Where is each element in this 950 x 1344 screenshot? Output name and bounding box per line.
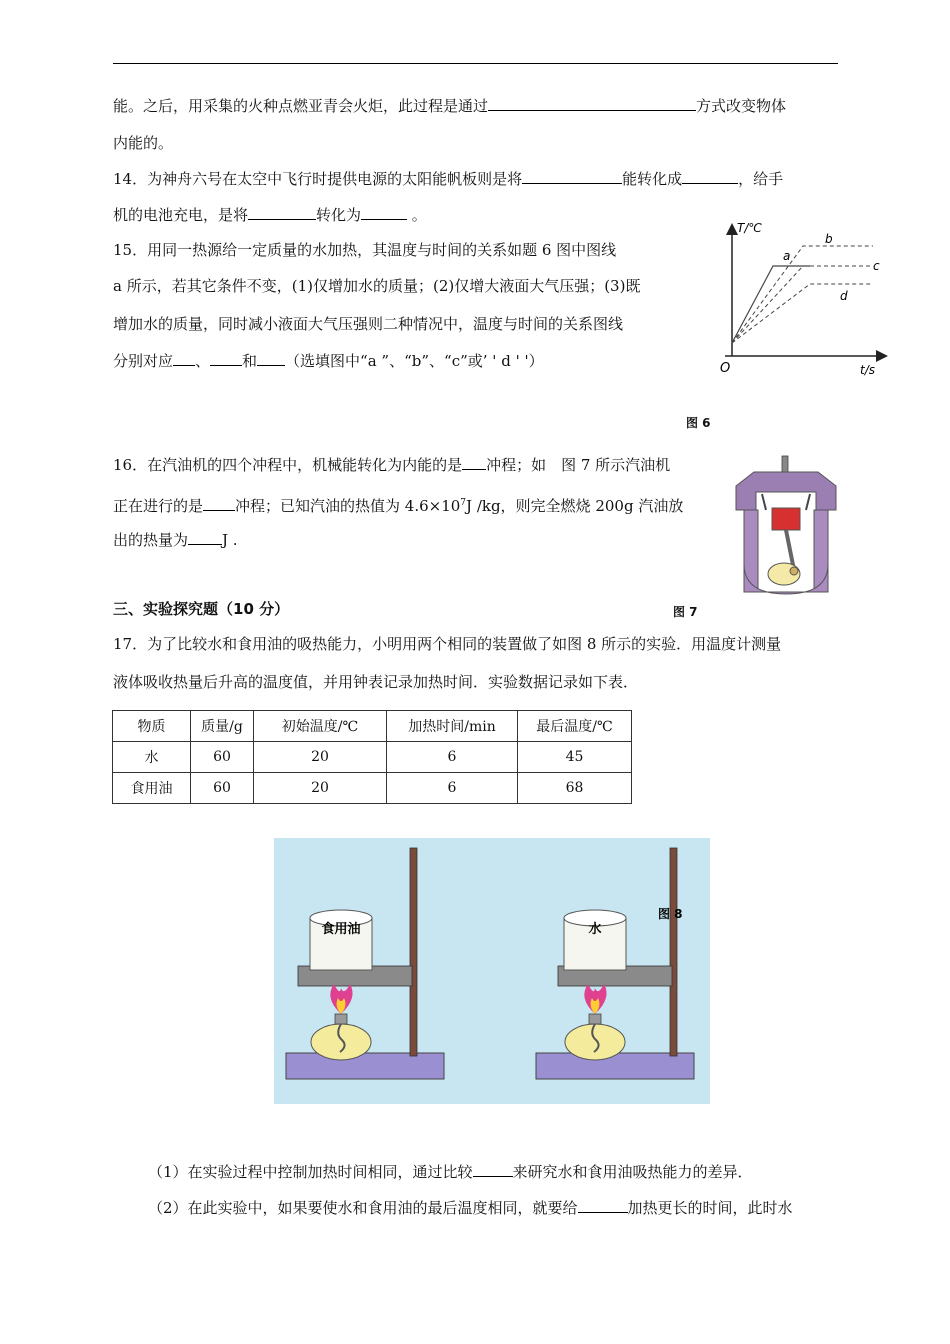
question-17-line-2 bbox=[113, 672, 638, 692]
text: 。 bbox=[407, 206, 427, 224]
stand-rod bbox=[670, 848, 677, 1056]
curve-label-c: c bbox=[873, 259, 880, 273]
figure-8-apparatus bbox=[274, 838, 710, 1104]
text: 出的热量为 bbox=[113, 531, 189, 549]
table-cell: 食用油 bbox=[113, 773, 191, 804]
lamp-neck bbox=[589, 1014, 601, 1024]
table-cell: 20 bbox=[254, 773, 387, 804]
text: 16．在汽油机的四个冲程中，机械能转化为内能的是 bbox=[113, 456, 463, 474]
water-label: 水 bbox=[588, 922, 602, 937]
text: a 所示，若其它条件不变，(1)仅增加水的质量；(2)仅增大液面大气压强；(3)既 bbox=[113, 277, 641, 295]
answer-blank[interactable] bbox=[682, 169, 738, 184]
intake-valve bbox=[762, 494, 766, 510]
data-table bbox=[112, 710, 632, 804]
text: 17．为了比较水和食用油的吸热能力，小明用两个相同的装置做了如图 8 所示的实验．用温度计测量 bbox=[113, 635, 782, 653]
text: 分别对应 bbox=[113, 352, 174, 370]
text-line-1 bbox=[113, 96, 786, 116]
curve-b bbox=[732, 246, 873, 343]
crank-pin bbox=[790, 567, 798, 575]
question-15-line-2 bbox=[113, 276, 640, 296]
table-header-cell: 最后温度/℃ bbox=[518, 711, 632, 742]
answer-blank[interactable] bbox=[173, 351, 195, 366]
origin-label: O bbox=[720, 361, 731, 376]
text: 增加水的质量，同时减小液面大气压强则二种情况中，温度与时间的关系图线 bbox=[113, 315, 624, 333]
curve-a bbox=[732, 266, 810, 343]
figure-8-caption: 图 8 bbox=[658, 907, 683, 921]
answer-blank[interactable] bbox=[462, 455, 486, 470]
answer-blank[interactable] bbox=[188, 530, 222, 545]
text: 机的电池充电，是将 bbox=[113, 206, 249, 224]
figure-7-engine-diagram bbox=[732, 452, 840, 600]
question-17-2 bbox=[148, 1198, 793, 1218]
oil-label: 食用油 bbox=[321, 922, 361, 937]
answer-blank[interactable] bbox=[361, 205, 407, 220]
curve-label-b: b bbox=[825, 232, 833, 246]
alcohol-lamp-icon bbox=[311, 1024, 371, 1060]
stand-base bbox=[286, 1053, 444, 1079]
figure-7-caption: 图 7 bbox=[673, 605, 698, 619]
figure-6-caption: 图 6 bbox=[686, 416, 711, 430]
y-axis-label: T/℃ bbox=[737, 221, 762, 235]
text: 方式改变物体 bbox=[696, 97, 787, 115]
table-cell: 60 bbox=[191, 742, 254, 773]
table-cell: 20 bbox=[254, 742, 387, 773]
table-header-row bbox=[113, 711, 632, 742]
answer-blank[interactable] bbox=[257, 351, 285, 366]
text: J . bbox=[222, 531, 238, 549]
table-header-cell: 质量/g bbox=[191, 711, 254, 742]
question-15-line-4 bbox=[113, 351, 544, 371]
text: 转化为 bbox=[316, 206, 362, 224]
spark-plug-icon bbox=[782, 456, 788, 472]
text: （1）在实验过程中控制加热时间相同，通过比较 bbox=[148, 1163, 473, 1181]
header-rule bbox=[113, 63, 838, 64]
question-16-line-2 bbox=[113, 493, 683, 516]
text: 能。之后，用采集的火种点燃亚青会火炬，此过程是通过 bbox=[113, 97, 489, 115]
alcohol-lamp-icon bbox=[565, 1024, 625, 1060]
text: 能转化成 bbox=[622, 170, 683, 188]
text: 和 bbox=[242, 352, 258, 370]
table-cell: 68 bbox=[518, 773, 632, 804]
text: 冲程；如 图 7 所示汽油机 bbox=[486, 456, 671, 474]
figure-6-graph bbox=[715, 218, 890, 378]
question-14-line-2 bbox=[113, 205, 427, 225]
question-16-line-1 bbox=[113, 455, 670, 475]
table-header-cell: 初始温度/℃ bbox=[254, 711, 387, 742]
table-cell: 水 bbox=[113, 742, 191, 773]
text: J /kg，则完全燃烧 200g 汽油放 bbox=[466, 497, 684, 515]
text: 14．为神舟六号在太空中飞行时提供电源的太阳能帆板则是将 bbox=[113, 170, 523, 188]
answer-blank[interactable] bbox=[473, 1162, 513, 1177]
answer-blank[interactable] bbox=[522, 169, 622, 184]
table-row bbox=[113, 773, 632, 804]
table-cell: 6 bbox=[387, 742, 518, 773]
question-15-line-3 bbox=[113, 314, 623, 334]
table-cell: 45 bbox=[518, 742, 632, 773]
text: （选填图中“a ”、“b”、“c”或’ ' d ' '） bbox=[285, 352, 544, 370]
text: 液体吸收热量后升高的温度值，并用钟表记录加热时间．实验数据记录如下表． bbox=[113, 673, 639, 691]
section-title: 三、实验探究题（10 分） bbox=[113, 600, 290, 618]
text: ，给手 bbox=[738, 170, 784, 188]
table-header-cell: 加热时间/min bbox=[387, 711, 518, 742]
text: 冲程；已知汽油的热值为 4.6×10 bbox=[235, 497, 461, 515]
curve-label-a: a bbox=[783, 249, 791, 263]
text: 正在进行的是 bbox=[113, 497, 204, 515]
table-cell: 6 bbox=[387, 773, 518, 804]
text: 15．用同一热源给一定质量的水加热，其温度与时间的关系如题 6 图中图线 bbox=[113, 241, 617, 259]
x-axis-label: t/s bbox=[860, 363, 875, 377]
answer-blank[interactable] bbox=[203, 496, 235, 511]
curve-label-d: d bbox=[840, 289, 848, 303]
text: 内能的。 bbox=[113, 134, 174, 152]
question-14-line-1 bbox=[113, 169, 783, 189]
table-header-cell: 物质 bbox=[113, 711, 191, 742]
text: 来研究水和食用油吸热能力的差异． bbox=[512, 1163, 753, 1181]
answer-blank[interactable] bbox=[248, 205, 316, 220]
answer-blank[interactable] bbox=[488, 96, 696, 111]
cylinder-head bbox=[736, 472, 836, 510]
question-15-line-1 bbox=[113, 240, 616, 260]
answer-blank[interactable] bbox=[210, 351, 242, 366]
exponent: 7 bbox=[460, 498, 467, 508]
table-cell: 60 bbox=[191, 773, 254, 804]
piston bbox=[772, 508, 800, 530]
stand-base bbox=[536, 1053, 694, 1079]
answer-blank[interactable] bbox=[578, 1198, 628, 1213]
text-line-2 bbox=[113, 133, 173, 153]
table-row bbox=[113, 742, 632, 773]
question-16-line-3 bbox=[113, 530, 238, 550]
lamp-neck bbox=[335, 1014, 347, 1024]
text: 加热更长的时间，此时水 bbox=[627, 1199, 793, 1217]
stand-rod bbox=[410, 848, 417, 1056]
text: （2）在此实验中，如果要使水和食用油的最后温度相同，就要给 bbox=[148, 1199, 578, 1217]
exhaust-valve bbox=[806, 494, 810, 510]
question-17-1 bbox=[148, 1162, 753, 1182]
text: 、 bbox=[195, 352, 211, 370]
question-17-line-1 bbox=[113, 634, 781, 654]
